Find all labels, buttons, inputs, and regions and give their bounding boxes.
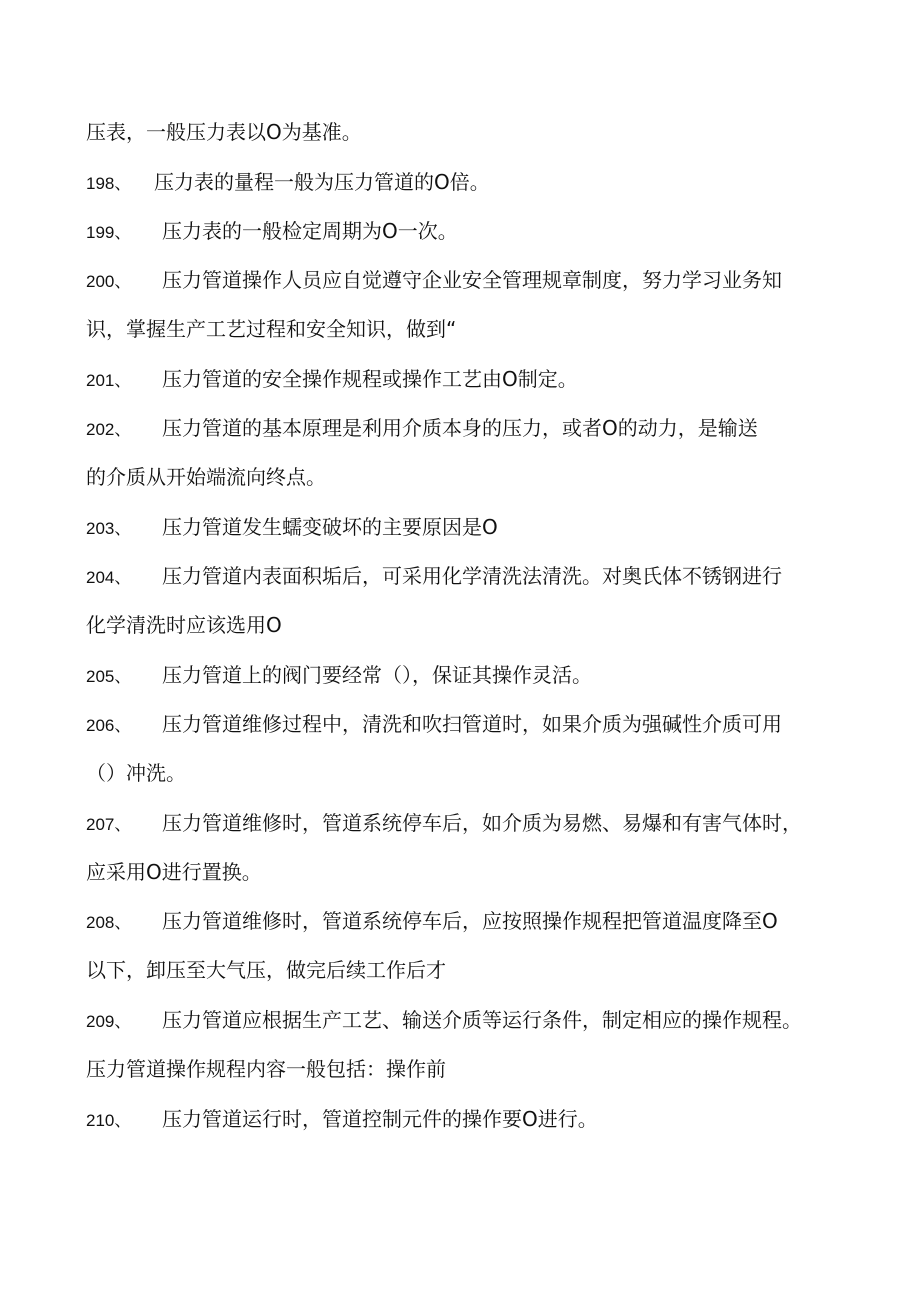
question-200-continued [86, 315, 456, 343]
question-210 [86, 1105, 598, 1135]
question-text: 化学清洗时应该选用O [86, 613, 282, 637]
question-text: 以下，卸压至大气压，做完后续工作后才 [86, 958, 446, 982]
question-text: 压力管道上的阀门要经常（），保证其操作灵活。 [162, 663, 592, 687]
question-number: 198、 [86, 174, 132, 193]
question-203 [86, 513, 498, 543]
question-206 [86, 710, 782, 740]
question-number: 205、 [86, 667, 132, 686]
question-207-continued [86, 858, 262, 886]
question-207 [86, 809, 802, 839]
question-number: 208、 [86, 913, 132, 932]
question-number: 201、 [86, 371, 132, 390]
text-line [86, 118, 362, 146]
question-209-continued [86, 1055, 446, 1083]
question-number: 199、 [86, 223, 132, 242]
question-number: 207、 [86, 815, 132, 834]
question-text: 压力管道操作规程内容一般包括：操作前 [86, 1057, 446, 1081]
question-text: 压力管道内表面积垢后，可采用化学清洗法清洗。对奥氏体不锈钢进行 [162, 564, 782, 588]
question-text: 压力管道维修时，管道系统停车后，如介质为易燃、易爆和有害气体时， [162, 811, 802, 835]
question-text: 压力管道发生蠕变破坏的主要原因是O [162, 515, 498, 539]
question-text: 应采用O进行置换。 [86, 860, 262, 884]
question-199 [86, 217, 458, 247]
question-text: 压力管道维修过程中，清洗和吹扫管道时，如果介质为强碱性介质可用 [162, 712, 782, 736]
question-200 [86, 266, 782, 296]
question-201 [86, 365, 578, 395]
question-text: 压力管道维修时，管道系统停车后，应按照操作规程把管道温度降至O [162, 909, 778, 933]
question-208-continued [86, 956, 446, 984]
question-text: 压力管道的安全操作规程或操作工艺由O制定。 [162, 367, 578, 391]
question-text: 压力管道应根据生产工艺、输送介质等运行条件，制定相应的操作规程。 [162, 1008, 802, 1032]
question-202 [86, 414, 758, 444]
question-text: 压力管道的基本原理是利用介质本身的压力，或者O的动力，是输送 [162, 416, 758, 440]
question-number: 210、 [86, 1111, 132, 1130]
question-206-continued [86, 759, 186, 787]
question-number: 203、 [86, 519, 132, 538]
question-204-continued [86, 611, 282, 639]
question-text: 压力表的一般检定周期为O一次。 [162, 219, 458, 243]
question-209 [86, 1006, 802, 1036]
question-number: 204、 [86, 568, 132, 587]
line-text: 压表，一般压力表以O为基准。 [86, 120, 362, 144]
question-208 [86, 907, 778, 937]
question-text: （）冲洗。 [86, 761, 186, 785]
question-number: 202、 [86, 420, 132, 439]
question-202-continued [86, 463, 326, 491]
question-text: 识，掌握生产工艺过程和安全知识，做到“ [86, 317, 457, 341]
question-198 [86, 168, 490, 198]
question-number: 209、 [86, 1012, 132, 1031]
question-204 [86, 562, 782, 592]
question-text: 压力表的量程一般为压力管道的O倍。 [154, 170, 490, 194]
question-205 [86, 661, 592, 691]
question-text: 压力管道操作人员应自觉遵守企业安全管理规章制度，努力学习业务知 [162, 268, 782, 292]
question-number: 206、 [86, 716, 132, 735]
question-number: 200、 [86, 272, 132, 291]
question-text: 的介质从开始端流向终点。 [86, 465, 326, 489]
question-text: 压力管道运行时，管道控制元件的操作要O进行。 [162, 1107, 598, 1131]
